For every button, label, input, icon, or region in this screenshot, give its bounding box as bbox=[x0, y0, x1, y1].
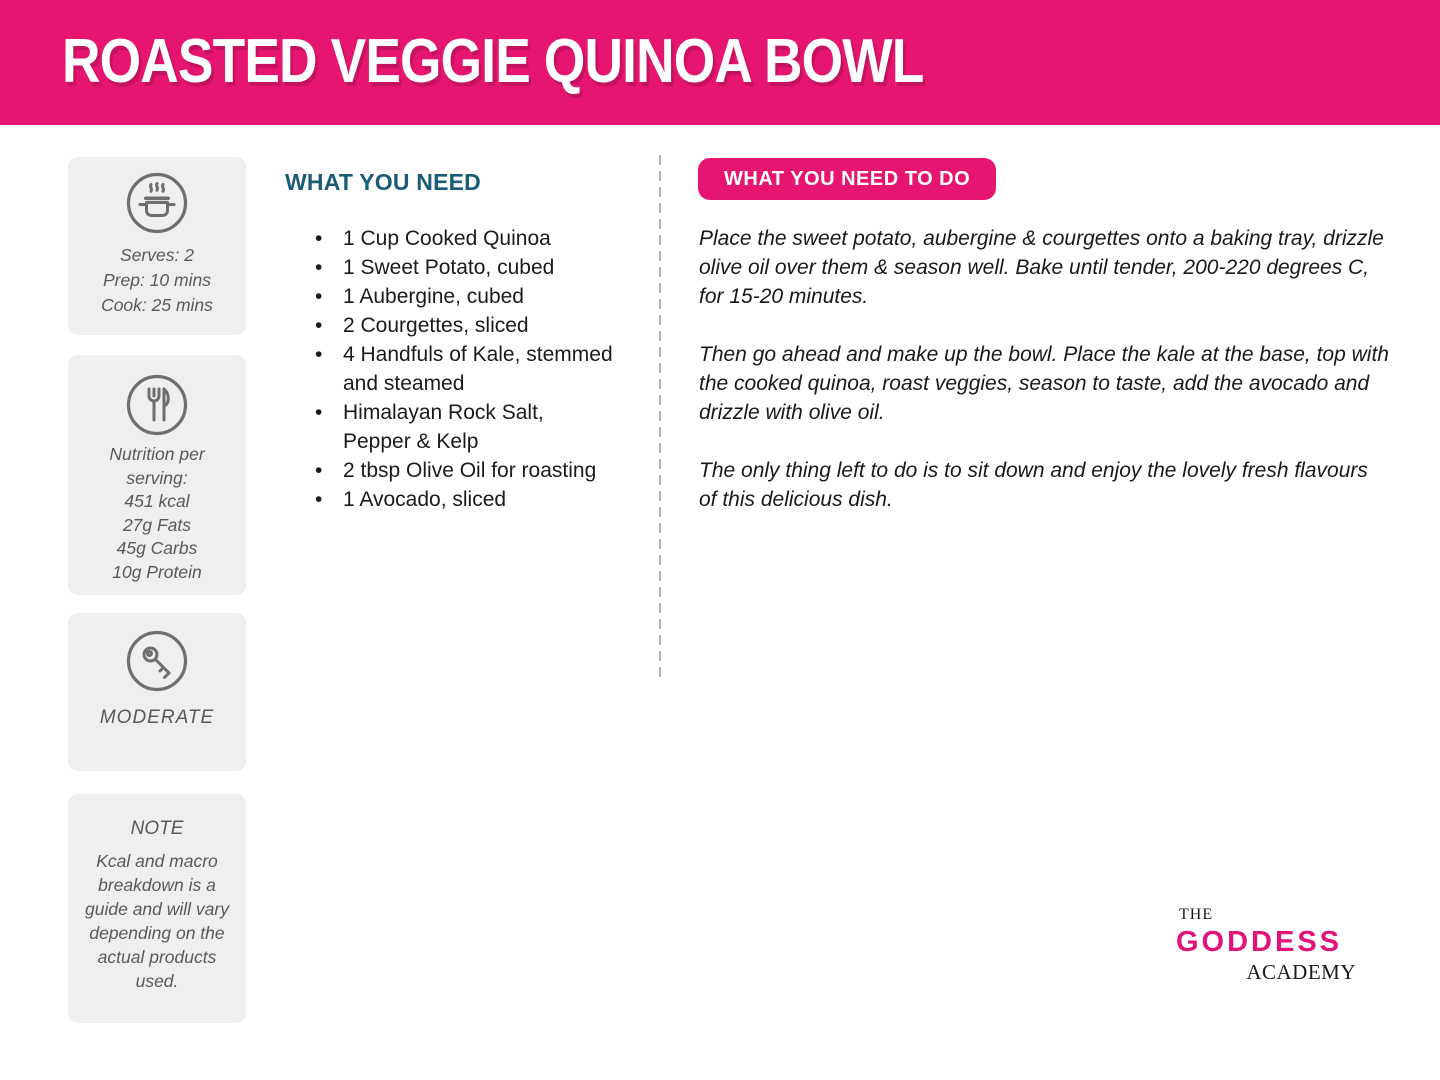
serves-line: Serves: 2 bbox=[120, 245, 194, 265]
logo-goddess: GODDESS bbox=[1176, 926, 1343, 958]
protein-value: 10g Protein bbox=[112, 561, 202, 582]
instructions-text bbox=[699, 224, 1391, 543]
cutlery-icon bbox=[125, 373, 189, 437]
ingredient-item: • 2 Courgettes, sliced bbox=[303, 311, 615, 340]
carbs-value: 45g Carbs bbox=[116, 538, 198, 558]
nutrition-line: serving: bbox=[126, 467, 188, 488]
recipe-header bbox=[0, 0, 1440, 125]
ingredient-item: • 4 Handfuls of Kale, stemmed and steamed bbox=[303, 340, 615, 398]
ingredient-item: • 2 tbsp Olive Oil for roasting bbox=[303, 456, 615, 485]
instruction-step: Then go ahead and make up the bowl. Place the kale at the base, top with the cooked quinoa, roast veggies, season to taste, add the avocado and drizzle with olive oil. bbox=[699, 343, 1389, 424]
ingredient-item: • 1 Cup Cooked Quinoa bbox=[303, 224, 615, 253]
prep-line: Prep: 10 mins bbox=[103, 270, 211, 290]
page-title: ROASTED VEGGIE QUINOA BOWL bbox=[62, 27, 924, 96]
instructions-badge: WHAT YOU NEED TO DO bbox=[698, 158, 996, 200]
nutrition-line: Nutrition per bbox=[109, 444, 205, 464]
difficulty-card bbox=[68, 613, 246, 771]
instruction-step: The only thing left to do is to sit down and enjoy the lovely fresh flavours of this delicious dish. bbox=[699, 459, 1368, 511]
servings-card bbox=[68, 157, 246, 335]
note-title: NOTE bbox=[130, 818, 184, 839]
note-body: Kcal and macro breakdown is a guide and will vary depending on the actual products used. bbox=[85, 851, 229, 991]
nutrition-card bbox=[68, 355, 246, 595]
ingredient-item: • 1 Sweet Potato, cubed bbox=[303, 253, 615, 282]
fats-value: 27g Fats bbox=[122, 514, 192, 535]
logo-the: THE bbox=[1179, 906, 1214, 923]
ingredients-list bbox=[303, 224, 615, 514]
column-divider bbox=[659, 155, 661, 679]
pot-steam-icon bbox=[125, 171, 189, 235]
brand-logo bbox=[1176, 906, 1356, 985]
key-icon bbox=[125, 629, 189, 693]
ingredient-item: • Himalayan Rock Salt, Pepper & Kelp bbox=[303, 398, 615, 456]
instruction-step: Place the sweet potato, aubergine & courgettes onto a baking tray, drizzle olive oil over them & season well. Bake until tender, 200-220 degrees C, for 15-20 minutes. bbox=[699, 227, 1384, 308]
ingredient-item: • 1 Aubergine, cubed bbox=[303, 282, 615, 311]
ingredient-item: • 1 Avocado, sliced bbox=[303, 485, 615, 514]
cook-line: Cook: 25 mins bbox=[101, 295, 213, 315]
difficulty-label: MODERATE bbox=[99, 707, 215, 728]
note-card bbox=[68, 794, 246, 1023]
logo-academy: ACADEMY bbox=[1246, 960, 1356, 984]
ingredients-heading: WHAT YOU NEED bbox=[285, 169, 481, 195]
kcal-value: 451 kcal bbox=[124, 491, 190, 511]
